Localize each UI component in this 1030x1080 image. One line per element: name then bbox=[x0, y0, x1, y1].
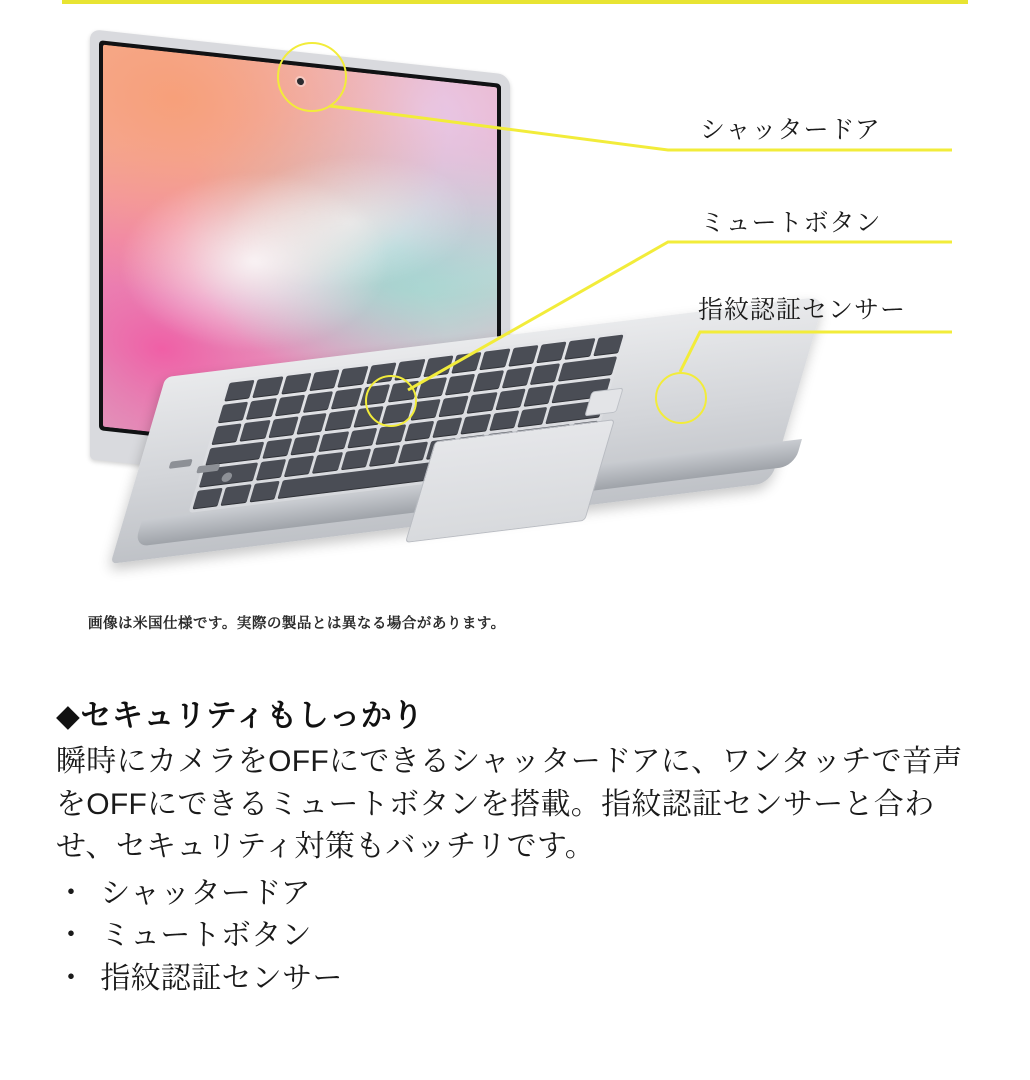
product-illustration bbox=[0, 10, 1030, 632]
list-item-label: ミュートボタン bbox=[100, 919, 312, 953]
list-item bbox=[56, 915, 976, 958]
list-item-label: シャッタードア bbox=[100, 876, 311, 910]
callout-label-shutter-door: シャッタードア bbox=[700, 116, 881, 144]
bullet-mark: ・ bbox=[56, 961, 87, 995]
bullet-mark: ・ bbox=[56, 919, 87, 953]
top-accent-rule bbox=[62, 0, 968, 4]
feature-list bbox=[56, 873, 976, 1001]
callout-label-fingerprint-sensor: 指紋認証センサー bbox=[698, 296, 907, 324]
image-caption: 画像は米国仕様です。実際の製品とは異なる場合があります。 bbox=[88, 616, 506, 632]
list-item bbox=[56, 873, 976, 916]
list-item-label: 指紋認証センサー bbox=[100, 961, 343, 995]
bullet-mark: ・ bbox=[56, 876, 87, 910]
description-section bbox=[56, 690, 976, 1001]
list-item bbox=[56, 958, 976, 1001]
section-heading: ◆セキュリティもしっかり bbox=[56, 698, 424, 733]
callout-label-mute-button: ミュートボタン bbox=[700, 209, 882, 237]
section-paragraph: 瞬時にカメラをOFFにできるシャッタードアに、ワンタッチで音声をOFFにできるミュートボタンを搭載。指紋認証センサーと合わせ、セキュリティ対策もバッチリです。 bbox=[56, 745, 963, 864]
